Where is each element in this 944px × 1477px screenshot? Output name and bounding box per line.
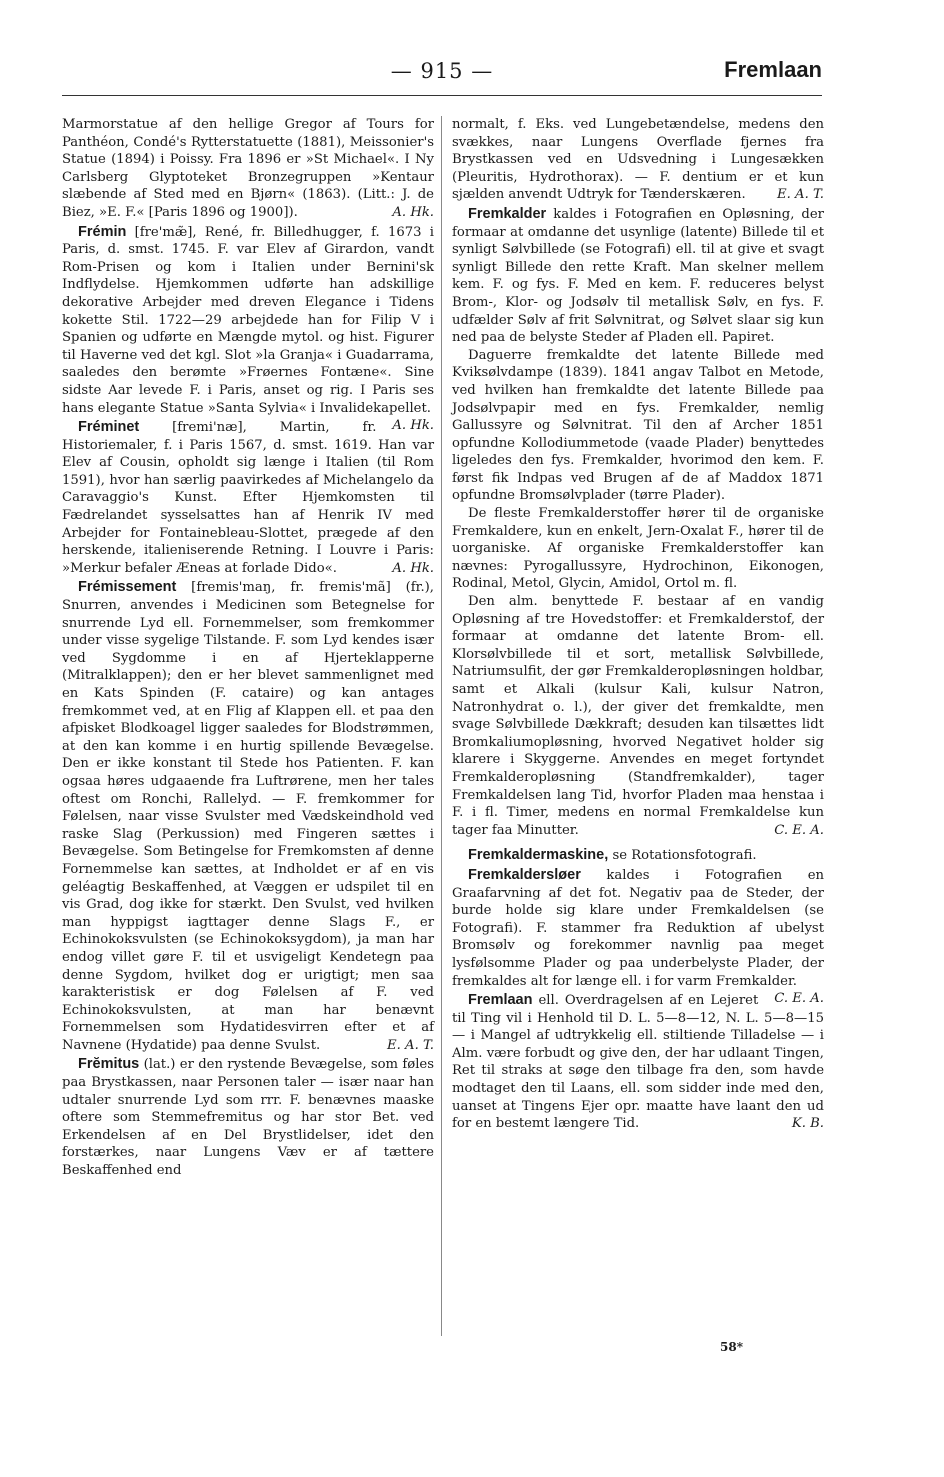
paragraph: De fleste Fremkalderstoffer hører til de organiske Fremkaldere, kun en enkelt, Jern-Oxalat F., hører til de uorganiske. Af organiske Fremkalderstoffer kan nævnes: Pyrogallussyre, Hydrochinon, Eikonogen, Rodinal, Metol, Glycin, Amidol, Ortol m. fl. (452, 506, 824, 592)
author-signature: K. B. (791, 1116, 824, 1132)
left-column (62, 116, 434, 1180)
header-rule (62, 95, 822, 96)
entry-fremkaldersloer: Fremkaldersløer kaldes i Fotografien en Graafarvning af det fot. Negativ paa de Steder, der burde holde sig klare under Fremkaldelsen (se Fotografi). F. stammer fra Reduktion af ubelyst Bromsølv og forekommer navnlig paa meget lysfølsomme Plader og paa underbelyste Plader, der fremkaldes alt for længe ell. i for varm Fremkalder. C. E. A. (452, 866, 824, 1007)
author-signature: C. E. A. (774, 991, 824, 1007)
signature-mark: 58* (720, 1340, 743, 1354)
author-signature: E. A. T. (387, 1037, 434, 1053)
page-number: — 915 — (390, 59, 494, 83)
right-column (452, 116, 824, 1133)
entry-fremitus: Frĕmitus (lat.) er den rystende Bevægelse, som føles paa Brystkassen, naar Personen taler — især naar han udtaler snurrende Lyd som rrr. F. benævnes maaske oftere som Stemmefremitus og har stor Bet. ved Erkendelsen af en Del Brystlidelser, idet den forstærkes, naar Lungens Væv er af tættere Beskaffenhed end (62, 1056, 434, 1179)
author-signature: C. E. A. (774, 822, 824, 838)
entry-freminet: Fréminet [fremi'næ], Martin, fr. Historiemaler, f. i Paris 1567, d. smst. 1619. Han var Elev af Cousin, opholdt sig længe i Italien (til Rom 1591), hvor han særlig paavirkedes af Michelangelo da Caravaggio's Kunst. Efter Hjemkomsten til Fædrelandet sysselsattes han af Henrik IV med Arbejder for Fontainebleau-Slottet, prægede af den herskende, italieniserende Retning. I Louvre i Paris: »Merkur befaler Æneas at forlade Dido«. A. Hk. (62, 419, 434, 576)
entry-fremin: Frémin [fre'mæ̃], René, fr. Billedhugger, f. 1673 i Paris, d. smst. 1745. F. var Elev af Girardon, vandt Rom-Prisen og kom i Italien under Bernini'sk Indflydelse. Hjemkommen udførte han adskillige dekorative Arbejder med dreven Elegance i Tidens kokette Stil. 1722—29 arbejdede han for Filip V i Spanien og udførte en Mængde mytol. og hist. Figurer til Haverne ved det kgl. Slot »la Granja« i Guadarrama, saaledes den berømte »Frøernes Fontæne«. Sine sidste Aar levede F. i Paris, anset og rig. I Paris ses hans elegante Statue »Santa Sylvia« i Invalidekapellet. A. Hk. (62, 223, 434, 434)
headword: Fréminet (78, 419, 140, 436)
page-header (62, 55, 822, 91)
headword: Frĕmitus (78, 1056, 140, 1073)
author-signature: E. A. T. (777, 187, 824, 203)
column-divider (441, 116, 442, 1336)
running-head: Fremlaan (724, 57, 822, 82)
headword: Fremkalder (468, 205, 547, 222)
paragraph: Daguerre fremkaldte det latente Billede med Kviksølvdampe (1839). 1841 angav Talbot en Metode, ved hvilken han fremkaldte det latente Billede paa Jodsølvpapir med en fys. Fremkalder, nemlig Gallussyre og Sølvnitrat. Til den af Archer 1851 opfundne Kollodiummetode (vaade Plader) benyttedes ligeledes den fys. Fremkalder, hvorimod den kem. F. først fik Indpas ved Brugen af de af Maddox 1871 opfundne Bromsølvplader (tørre Plader). (452, 347, 824, 504)
continued-paragraph: normalt, f. Eks. ved Lungebetændelse, medens den svækkes, naar Lungens Overflade fjernes fra Brystkassen ved en Udsvedning i Lungesækken (Pleuritis, Hydrothorax). — F. dentium er et kun sjælden anvendt Udtryk for Tænderskæren. E. A. T. (452, 117, 824, 203)
entry-fremlaan: Fremlaan ell. Overdragelsen af en Lejeret til Ting vil i Henhold til D. L. 5—8—12, N. L. 5—8—15 — i Mangel af udtrykkelig ell. stiltiende Tilladelse — i Alm. være forbudt og give den, der har udlaant Tingen, Ret til straks at søge den tilbage fra den, som havde modtaget den til Laans, ell. som sidder inde med den, uanset at Tingens Ejer opr. maatte have laant den ud for en bestemt længere Tid. K. B. (452, 992, 824, 1132)
continued-paragraph: Marmorstatue af den hellige Gregor af Tours for Panthéon, Condé's Rytterstatuette (1881), Meissonier's Statue (1894) i Poissy. Fra 1896 er »St Michael«. I Ny Carlsberg Glyptoteket Bronzegruppen »Kentaur slæbende af Sted med en Bjørn« (1863). (Litt.: J. de Biez, »E. F.« [Paris 1896 og 1900]). A. Hk. (62, 117, 434, 220)
paragraph: Den alm. benyttede F. bestaar af en vandig Opløsning af tre Hovedstoffer: et Fremkalderstof, der formaar at omdanne det latente Brom- ell. Klorsølvbillede til et sort, metallisk Sølvbillede, Natriumsulfit, der gør Fremkalderopløsningen holdbar, samt et Alkali (kulsur Kali, kulsur Natron, Natronhydrat o. l.), der giver det fremkaldte, men svage Sølvbillede Dækkraft; desuden kan tilsættes lidt Bromkaliumopløsning, hvorved Negativet holder sig klarere i Skyggerne. Anvendes en meget fortyndet Fremkalderopløsning (Standfremkalder), tager Fremkaldelsen lang Tid, hvorfor Pladen maa henstaa i F. i fl. Timer, medens en normal Fremkaldelse kun tager faa Minutter. C. E. A. (452, 594, 824, 838)
headword: Fremkaldersløer (468, 866, 581, 883)
author-signature: A. Hk. (392, 418, 434, 434)
headword: Fremkaldermaskine, (468, 847, 609, 864)
entry-fremkaldermaskine: Fremkaldermaskine, se Rotationsfotografi. (468, 847, 757, 864)
entry-fremissement: Frémissement [fremis'maŋ, fr. fremis'mã] (fr.), Snurren, anvendes i Medicinen som Betegnelse for snurrende Lyd ell. Fornemmelser, som fremkommer under visse sygelige Tilstande. F. som Lyd kendes især ved Sygdomme i en af Hjerteklapperne (Mitralklappen); den er her blevet sammenlignet med en Kats Spinden (F. cataire) og kan antages fremkommet ved, at en Flig af Klappen ell. et paa den afpisket Blodkoagel ligger saaledes for Blodstrømmen, at den kan komme i en hurtig spillende Bevægelse. Den er ikke konstant til Stede hos Patienten. F. kan ogsaa høres udgaaende fra Luftrørene, men her tales oftest om Ronchi, Rallelyd. — F. fremkommer for Følelsen, naar visse Svulster med Vædskeindhold ved raske Slag (Perkussion) med Fingeren sættes i Bevægelse. Som Betingelse for Fremkomsten af denne Fornemmelse kan sættes, at Indholdet er af en vis geléagtig Beskaffenhed, at Væggen er udspilet til en vis Grad, dog ikke for stærkt. Den Svulst, ved hvilken man hyppigst iagttager denne Slags F., er Echinokoksvulsten (se Echinokoksygdom), ja man har endog villet gøre F. til et usvigeligt Kendetegn paa denne Sygdom, hvilket dog er urigtigt; men saa karakteristisk er dog Følelsen af F. ved Echinokoksvulsten, at man har benævnt Fornemmelsen som Hydatidesvirren efter et af Navnene (Hydatide) paa denne Svulst. E. A. T. (62, 579, 434, 1053)
headword: Fremlaan (468, 992, 533, 1009)
author-signature: A. Hk. (392, 560, 434, 576)
headword: Frémin (78, 223, 127, 240)
entry-fremkalder: Fremkalder kaldes i Fotografien en Opløsning, der formaar at omdanne det usynlige (latente) Billede til et synligt Sølvbillede (se Fotografi) ell. til at give et svagt synligt Billede den rette Kraft. Man skelner mellem kem. F. og fys. F. Med en kem. F. reduceres belyst Brom-, Klor- og Jodsølv til metallisk Sølv, en fys. F. udfælder Sølv af frit Sølvnitrat, og Sølvet slaar sig kun ned paa de belyste Steder af Pladen ell. Papiret. (452, 205, 824, 346)
author-signature: A. Hk. (392, 204, 434, 220)
headword: Frémissement (78, 579, 177, 596)
